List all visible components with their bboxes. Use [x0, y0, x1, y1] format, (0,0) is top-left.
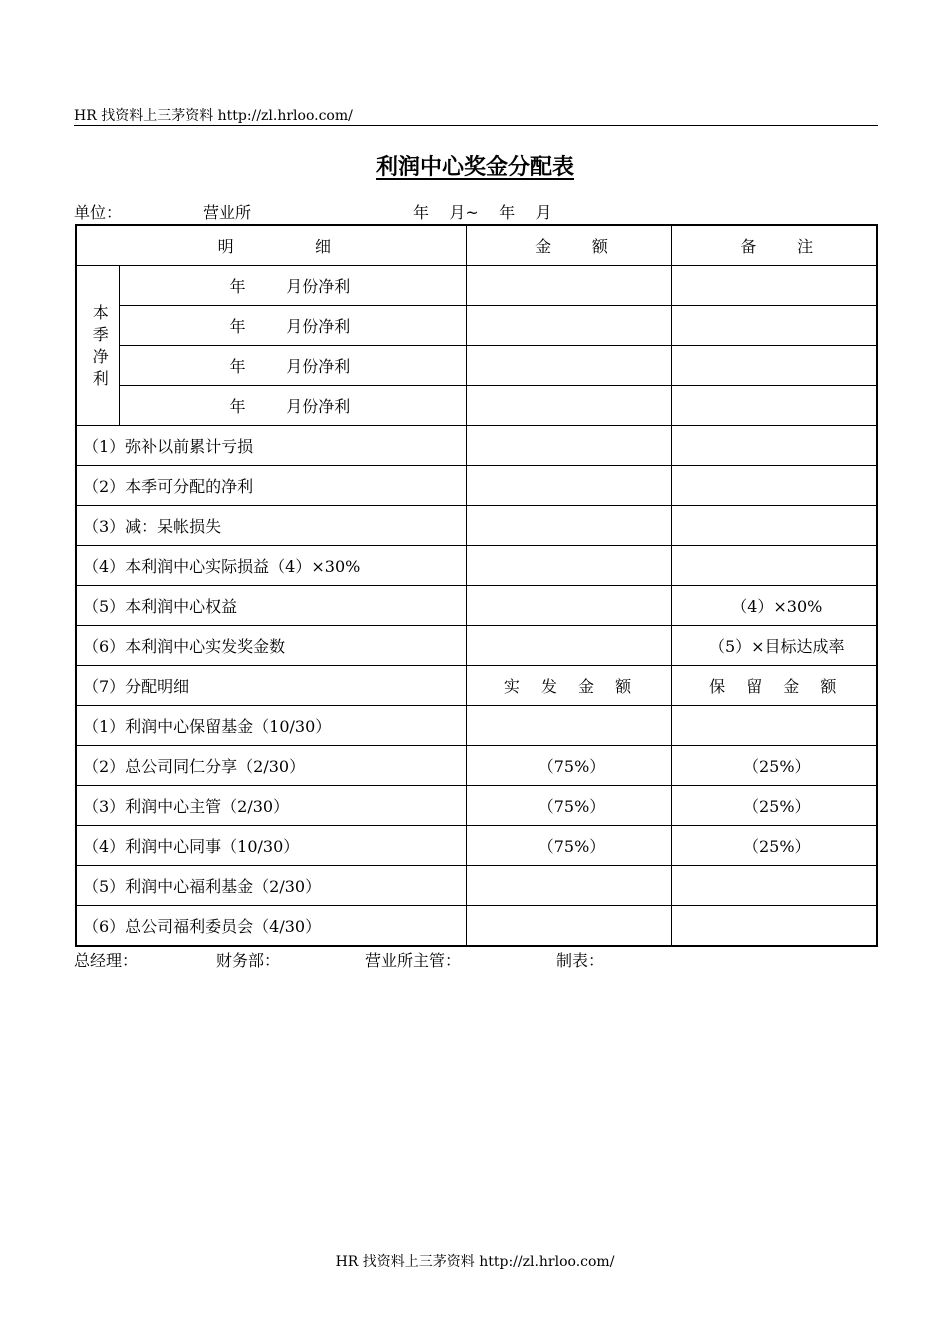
header-amount: 金 额	[466, 225, 671, 266]
note-cell	[671, 266, 877, 306]
note-cell	[671, 906, 877, 947]
row-label: （7）分配明细	[76, 666, 466, 706]
row-label: （5）利润中心福利基金（2/30）	[76, 866, 466, 906]
table-row	[76, 786, 877, 826]
amount-cell	[466, 386, 671, 426]
page-footer-text: HR 找资料上三茅资料 http://zl.hrloo.com/	[335, 1254, 615, 1270]
note-cell: （5）×目标达成率	[671, 626, 877, 666]
note-cell: （4）×30%	[671, 586, 877, 626]
table-row	[76, 546, 877, 586]
header-divider	[74, 125, 878, 126]
note-cell	[671, 506, 877, 546]
amount-cell: （75%）	[466, 826, 671, 866]
amount-cell: （75%）	[466, 786, 671, 826]
signature-branch-supervisor: 营业所主管：	[365, 951, 462, 970]
row-label: （6）总公司福利委员会（4/30）	[76, 906, 466, 947]
unit-label: 单位：	[74, 203, 123, 222]
amount-cell	[466, 706, 671, 746]
monthly-profit-label: 年 月份净利	[119, 386, 466, 426]
row-label: （5）本利润中心权益	[76, 586, 466, 626]
amount-cell	[466, 586, 671, 626]
page-header-text: HR 找资料上三茅资料 http://zl.hrloo.com/	[74, 108, 353, 124]
note-cell	[671, 426, 877, 466]
monthly-profit-label: 年 月份净利	[119, 306, 466, 346]
quarter-net-profit-label: 本 季 净 利	[76, 266, 119, 426]
amount-cell	[466, 546, 671, 586]
signature-finance: 财务部：	[216, 951, 281, 970]
note-cell: （25%）	[671, 786, 877, 826]
amount-cell: 实 发 金 额	[466, 666, 671, 706]
note-cell	[671, 546, 877, 586]
bonus-distribution-table	[75, 224, 878, 947]
monthly-profit-label: 年 月份净利	[119, 266, 466, 306]
row-label: （3）减：呆帐损失	[76, 506, 466, 546]
unit-value: 营业所	[203, 203, 252, 222]
table-row	[76, 746, 877, 786]
amount-cell	[466, 266, 671, 306]
row-label: （2）总公司同仁分享（2/30）	[76, 746, 466, 786]
table-row	[76, 626, 877, 666]
amount-cell: （75%）	[466, 746, 671, 786]
table-header-row	[76, 225, 877, 266]
table-row	[76, 266, 877, 306]
table-row	[76, 826, 877, 866]
signature-general-manager: 总经理：	[74, 951, 139, 970]
note-cell: 保 留 金 额	[671, 666, 877, 706]
table-row	[76, 586, 877, 626]
row-label: （2）本季可分配的净利	[76, 466, 466, 506]
row-label: （4）利润中心同事（10/30）	[76, 826, 466, 866]
amount-cell	[466, 306, 671, 346]
document-title: 利润中心奖金分配表	[375, 155, 574, 180]
row-label: （1）弥补以前累计亏损	[76, 426, 466, 466]
amount-cell	[466, 466, 671, 506]
row-label: （4）本利润中心实际损益（4）×30%	[76, 546, 466, 586]
row-label: （1）利润中心保留基金（10/30）	[76, 706, 466, 746]
table-row	[76, 666, 877, 706]
table-row	[76, 906, 877, 947]
amount-cell	[466, 426, 671, 466]
note-cell	[671, 466, 877, 506]
amount-cell	[466, 866, 671, 906]
table-row	[76, 506, 877, 546]
note-cell	[671, 706, 877, 746]
note-cell: （25%）	[671, 746, 877, 786]
amount-cell	[466, 906, 671, 947]
header-note: 备 注	[671, 225, 877, 266]
signature-prepared-by: 制表：	[556, 951, 605, 970]
table-row	[76, 386, 877, 426]
row-label: （6）本利润中心实发奖金数	[76, 626, 466, 666]
table-row	[76, 346, 877, 386]
note-cell: （25%）	[671, 826, 877, 866]
note-cell	[671, 306, 877, 346]
row-label: （3）利润中心主管（2/30）	[76, 786, 466, 826]
amount-cell	[466, 626, 671, 666]
table-row	[76, 306, 877, 346]
table-row	[76, 426, 877, 466]
table-row	[76, 706, 877, 746]
note-cell	[671, 386, 877, 426]
monthly-profit-label: 年 月份净利	[119, 346, 466, 386]
amount-cell	[466, 506, 671, 546]
header-detail: 明 细	[76, 225, 466, 266]
note-cell	[671, 346, 877, 386]
table-row	[76, 866, 877, 906]
note-cell	[671, 866, 877, 906]
table-row	[76, 466, 877, 506]
amount-cell	[466, 346, 671, 386]
period-range: 年 月~ 年 月	[413, 203, 552, 222]
